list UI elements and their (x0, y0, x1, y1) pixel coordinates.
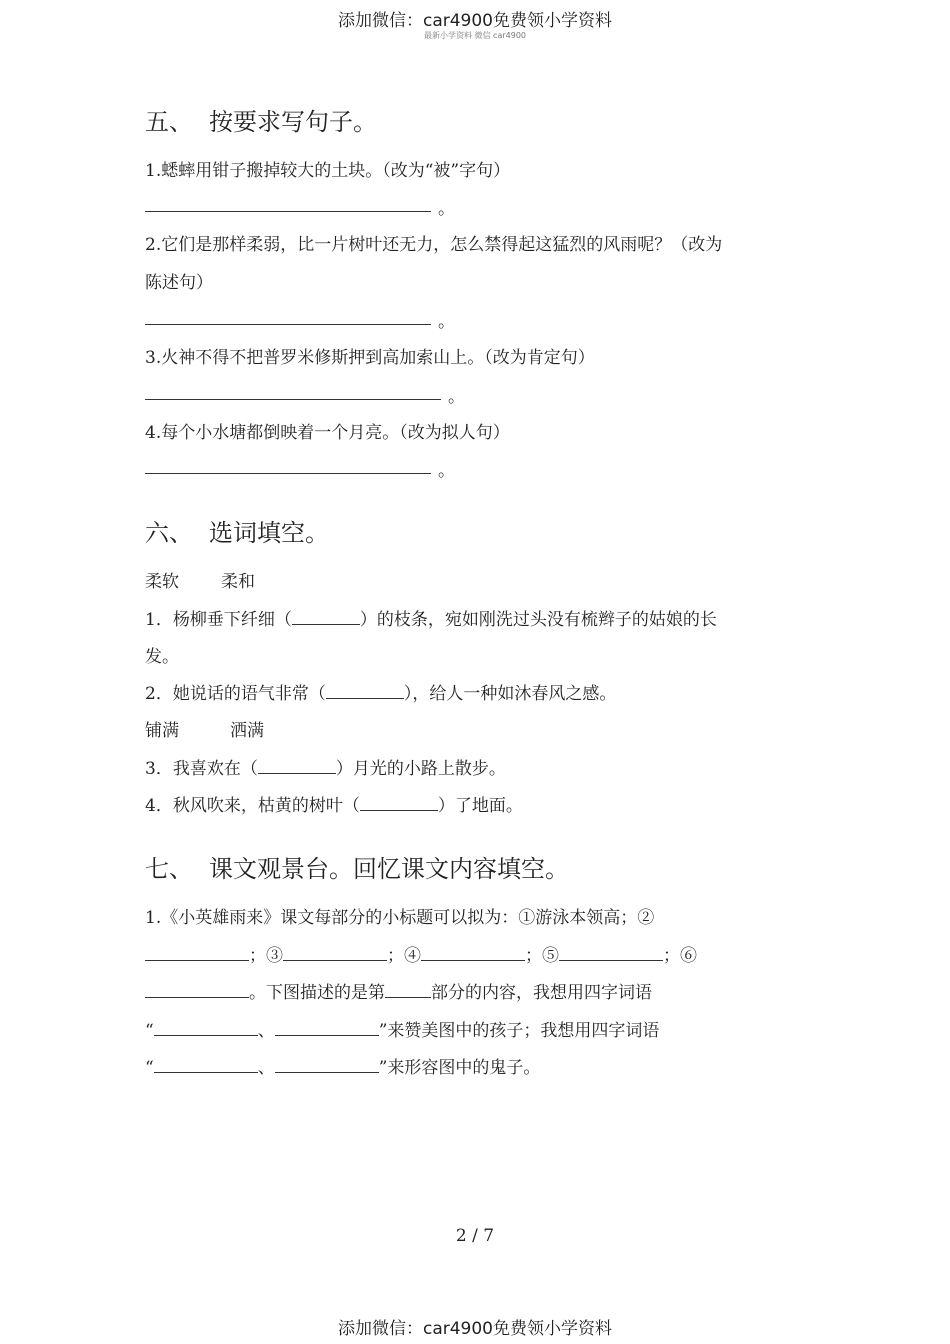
s7-line3-text-b: 部分的内容，我想用四字词语 (431, 983, 652, 1003)
watermark-subtitle: 最新小学资料 微信 car4900 (423, 31, 527, 40)
s5-q3-answer-line[interactable] (145, 399, 441, 400)
s7-line5-dun: 、 (257, 1058, 275, 1078)
s6-q1-line2: 发。 (145, 647, 179, 667)
s5-q1-answer-line[interactable] (145, 211, 431, 212)
s6-q1-after: ）的枝条，宛如刚洗过头没有梳辫子的姑娘的长 (359, 610, 717, 630)
section6-heading (145, 513, 329, 548)
s7-circle-6: ⑥ (680, 946, 697, 966)
s7-sep-2: ； (387, 946, 404, 966)
s7-line5-text: ”来形容图中的鬼子。 (378, 1058, 541, 1078)
s6-q2-before: 2．她说话的语气非常（ (145, 684, 326, 704)
section7-number: 七、 (145, 855, 193, 883)
s7-blank-6[interactable] (145, 983, 249, 998)
s5-q4-answer-line[interactable] (145, 473, 431, 474)
s5-q3-period: 。 (448, 387, 465, 407)
s6-word-option-1b: 柔和 (221, 572, 255, 592)
s5-q1-period: 。 (438, 199, 455, 219)
s6-q3-blank[interactable] (258, 759, 336, 774)
s7-circle-5: ⑤ (542, 946, 559, 966)
s6-q4-blank[interactable] (360, 796, 438, 811)
s5-q3: 3.火神不得不把普罗米修斯押到高加索山上。（改为肯定句） (145, 348, 595, 368)
section6-title: 选词填空。 (209, 519, 329, 547)
s7-line4-text: ”来赞美图中的孩子；我想用四字词语 (378, 1021, 660, 1041)
s5-q4: 4.每个小水塘都倒映着一个月亮。（改为拟人句） (145, 423, 510, 443)
s7-line4-quote-open: “ (145, 1021, 154, 1041)
s6-q3 (145, 754, 506, 779)
s7-line1: 1.《小英雄雨来》课文每部分的小标题可以拟为：①游泳本领高；② (145, 908, 655, 928)
s7-describe-blank-1[interactable] (154, 1058, 258, 1073)
s7-line3-text-a: 。下图描述的是第 (249, 983, 385, 1003)
s7-circle-3: ③ (266, 946, 283, 966)
s7-blank-2[interactable] (145, 946, 249, 961)
s7-sep-1: ； (249, 946, 266, 966)
s7-line4-dun: 、 (257, 1021, 275, 1041)
s7-praise-blank-1[interactable] (154, 1021, 258, 1036)
s7-sep-3: ； (525, 946, 542, 966)
s7-blank-3[interactable] (283, 946, 387, 961)
section7-heading (145, 849, 569, 884)
section7-title: 课文观景台。回忆课文内容填空。 (209, 855, 569, 883)
s7-circle-4: ④ (404, 946, 421, 966)
s7-line4 (145, 1016, 659, 1041)
s7-sep-4: ； (663, 946, 680, 966)
section5-title: 按要求写句子。 (209, 108, 377, 136)
s6-word-option-1a: 柔软 (145, 572, 179, 592)
section5-number: 五、 (145, 108, 193, 136)
s7-describe-blank-2[interactable] (275, 1058, 379, 1073)
s5-q2-line1: 2.它们是那样柔弱，比一片树叶还无力，怎么禁得起这猛烈的风雨呢？（改为 (145, 235, 723, 255)
s6-q3-before: 3．我喜欢在（ (145, 759, 258, 779)
s5-q2-line2: 陈述句） (145, 273, 213, 293)
s7-praise-blank-2[interactable] (275, 1021, 379, 1036)
s6-q2-blank[interactable] (326, 684, 404, 699)
s6-word-option-2a: 铺满 (145, 721, 179, 741)
s7-blank-4[interactable] (421, 946, 525, 961)
s5-q2-answer-line[interactable] (145, 324, 431, 325)
page-number: 2 / 7 (455, 1226, 495, 1246)
s6-q4-before: 4．秋风吹来，枯黄的树叶（ (145, 796, 360, 816)
watermark-bottom: 添加微信：car4900免费领小学资料 (337, 1319, 613, 1339)
s7-line3 (145, 978, 652, 1003)
s6-q1-before: 1．杨柳垂下纤细（ (145, 610, 292, 630)
s7-line5 (145, 1053, 540, 1078)
s6-q4 (145, 791, 523, 816)
s7-blank-5[interactable] (559, 946, 663, 961)
s6-q2 (145, 679, 616, 704)
s6-q3-after: ）月光的小路上散步。 (335, 759, 506, 779)
s5-q2-period: 。 (438, 312, 455, 332)
s5-q4-period: 。 (438, 461, 455, 481)
s6-q2-after: ），给人一种如沐春风之感。 (403, 684, 617, 704)
section5-heading (145, 102, 377, 137)
watermark-top: 添加微信：car4900免费领小学资料 (337, 11, 613, 31)
s6-q1-line1 (145, 605, 717, 630)
s6-word-option-2b: 洒满 (230, 721, 264, 741)
section6-number: 六、 (145, 519, 193, 547)
s7-line2 (145, 941, 697, 966)
s6-q4-after: ）了地面。 (437, 796, 523, 816)
s7-part-blank[interactable] (385, 983, 431, 998)
s6-q1-blank[interactable] (292, 610, 360, 625)
s7-line5-quote-open: “ (145, 1058, 154, 1078)
s5-q1: 1.蟋蟀用钳子搬掉较大的土块。（改为“被”字句） (145, 161, 511, 181)
